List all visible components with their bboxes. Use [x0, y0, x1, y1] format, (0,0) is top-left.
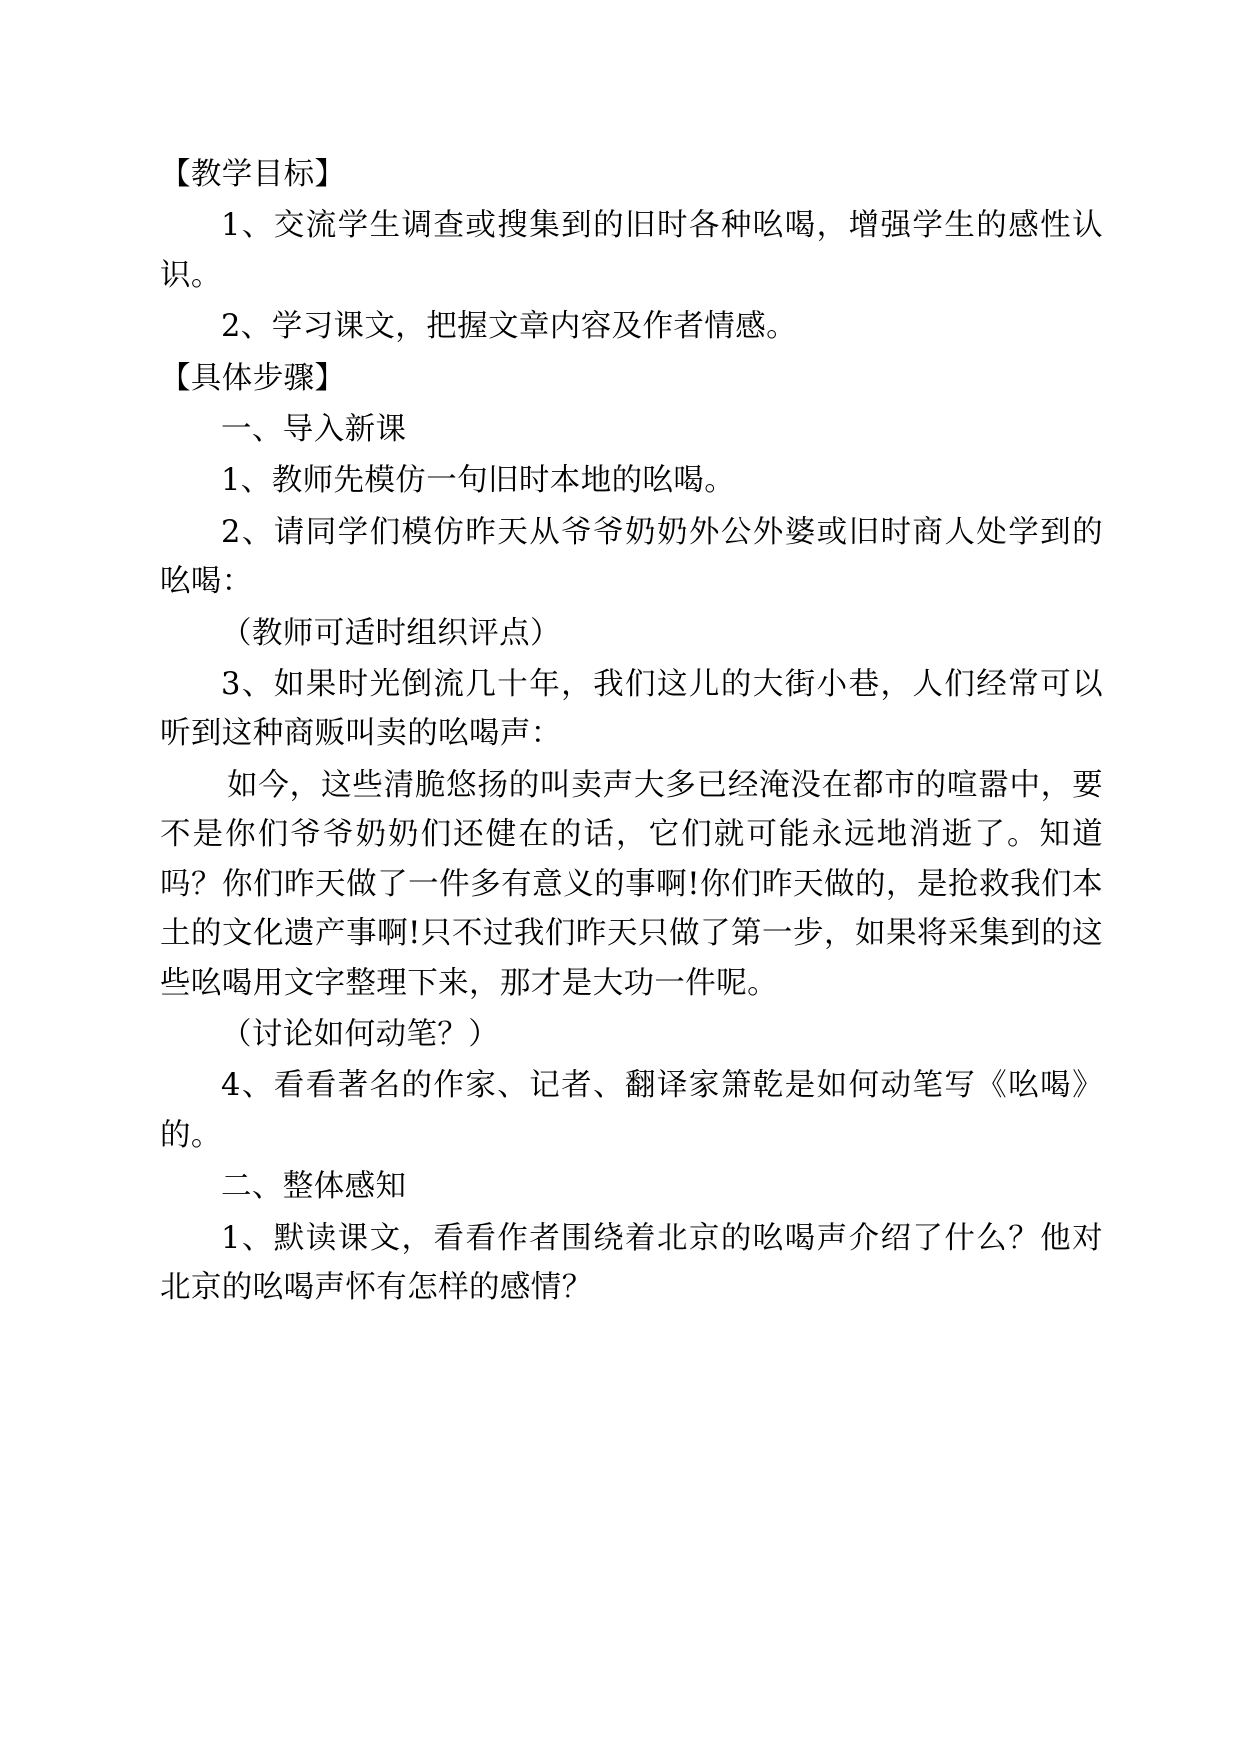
document-body: [160, 150, 1103, 1312]
paragraph-note-discussion: （讨论如何动笔？）: [221, 1016, 500, 1052]
paragraph-teaching-goals-heading: 【教学目标】: [160, 157, 346, 192]
paragraph-step-4: 4、看看著名的作家、记者、翻译家箫乾是如何动笔写《吆喝》的。: [160, 1068, 1103, 1153]
paragraph-section-two-step-1: 1、默读课文，看看作者围绕着北京的吆喝声介绍了什么？他对北京的吆喝声怀有怎样的感情？: [160, 1220, 1103, 1305]
paragraph-steps-heading: 【具体步骤】: [160, 360, 346, 396]
paragraph-section-one: 一、导入新课: [221, 412, 407, 448]
paragraph-note-comment: （教师可适时组织评点）: [221, 615, 561, 651]
paragraph-step-2: 2、请同学们模仿昨天从爷爷奶奶外公外婆或旧时商人处学到的吆喝：: [160, 514, 1103, 600]
paragraph-quoted-speech: 如今，这些清脆悠扬的叫卖声大多已经淹没在都市的喧嚣中，要不是你们爷爷奶奶们还健在的话，它们就可能永远地消逝了。知道吗？你们昨天做了一件多有意义的事啊!你们昨天做的，是抢救我们本土的文化遗产事啊!只不过我们昨天只做了第一步，如果将采集到的这些吆喝用文字整理下来，那才是大功一件呢。: [160, 767, 1103, 1001]
paragraph-section-two: 二、整体感知: [221, 1169, 407, 1205]
paragraph-step-3: 3、如果时光倒流几十年，我们这儿的大街小巷，人们经常可以听到这种商贩叫卖的吆喝声：: [160, 667, 1103, 752]
paragraph-goal-1: 1、交流学生调查或搜集到的旧时各种吆喝，增强学生的感性认识。: [160, 208, 1103, 293]
paragraph-goal-2: 2、学习课文，把握文章内容及作者情感。: [221, 309, 798, 345]
paragraph-step-1: 1、教师先模仿一句旧时本地的吆喝。: [221, 463, 736, 499]
